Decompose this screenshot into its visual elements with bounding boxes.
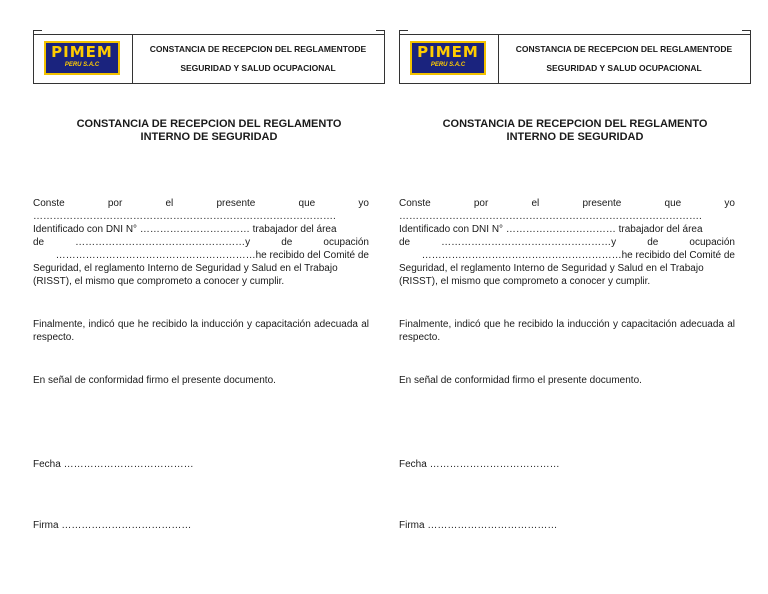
- header-title: [132, 35, 384, 83]
- pimem-logo: [410, 41, 486, 75]
- word: de: [399, 237, 411, 248]
- logo-main-text: PIMEM: [51, 43, 113, 61]
- header-title-line1: CONSTANCIA DE RECEPCION DEL REGLAMENTODE: [515, 44, 733, 54]
- area-blank: ……………………………………………y: [75, 237, 251, 248]
- word: el: [531, 198, 540, 209]
- dni-text: Identificado con DNI N° …………………………… trabajador del área: [33, 224, 337, 235]
- word: ocupación: [689, 237, 735, 248]
- commitment-line: (RISST), el mismo que comprometo a conocer y cumplir.: [399, 276, 651, 287]
- word: ocupación: [323, 237, 369, 248]
- logo-cell: [34, 35, 133, 83]
- conste-line1: [399, 197, 735, 210]
- paragraph-conste: [399, 197, 735, 288]
- document-title-line1: CONSTANCIA DE RECEPCION DEL REGLAMENTO: [76, 118, 342, 130]
- constancia-form-right: [399, 0, 751, 594]
- fecha-field: Fecha …………………………………: [33, 459, 194, 470]
- paragraph-conformidad: En señal de conformidad firmo el presente documento.: [33, 375, 276, 386]
- word: de: [647, 237, 659, 248]
- commitment-line: (RISST), el mismo que comprometo a conocer y cumplir.: [33, 276, 285, 287]
- logo-cell: [400, 35, 499, 83]
- conste-line1: [33, 197, 369, 210]
- word: presente: [216, 198, 256, 209]
- occupation-line: ……………………………………………………he recibido del Comité de: [55, 250, 369, 261]
- dni-line: [33, 223, 369, 236]
- dni-line: [399, 223, 735, 236]
- word: yo: [358, 198, 369, 209]
- logo-sub-text: PERU S.A.C: [64, 62, 100, 68]
- logo-main-text: PIMEM: [417, 43, 479, 61]
- constancia-form-left: [33, 0, 385, 594]
- word: de: [281, 237, 293, 248]
- word: por: [107, 198, 123, 209]
- word: de: [33, 237, 45, 248]
- paragraph-conformidad: En señal de conformidad firmo el presente documento.: [399, 375, 642, 386]
- document-title: [24, 118, 394, 144]
- document-title-line2: INTERNO DE SEGURIDAD: [140, 131, 278, 143]
- paragraph-conste: [33, 197, 369, 288]
- document-title-line2: INTERNO DE SEGURIDAD: [506, 131, 644, 143]
- header-title: [498, 35, 750, 83]
- area-blank: ……………………………………………y: [441, 237, 617, 248]
- firma-field: Firma …………………………………: [399, 520, 558, 531]
- word: Conste: [33, 198, 65, 209]
- word: el: [165, 198, 174, 209]
- word: que: [664, 198, 682, 209]
- area-line: [399, 236, 735, 249]
- regulation-line: Seguridad, el reglamento Interno de Seguridad y Salud en el Trabajo: [33, 263, 338, 274]
- form-header: [399, 34, 751, 84]
- fecha-field: Fecha …………………………………: [399, 459, 560, 470]
- document-title: [390, 118, 760, 144]
- word: Conste: [399, 198, 431, 209]
- firma-field: Firma …………………………………: [33, 520, 192, 531]
- area-line: [33, 236, 369, 249]
- form-header: [33, 34, 385, 84]
- logo-sub-text: PERU S.A.C: [430, 62, 466, 68]
- dni-text: Identificado con DNI N° …………………………… trabajador del área: [399, 224, 703, 235]
- name-blank-line: ……………………………………………………………………………….: [33, 211, 336, 222]
- word: por: [473, 198, 489, 209]
- header-title-line1: CONSTANCIA DE RECEPCION DEL REGLAMENTODE: [149, 44, 367, 54]
- word: yo: [724, 198, 735, 209]
- pimem-logo: [44, 41, 120, 75]
- word: presente: [582, 198, 622, 209]
- paragraph-induccion: Finalmente, indicó que he recibido la inducción y capacitación adecuada al respecto.: [33, 319, 369, 343]
- header-title-line2: SEGURIDAD Y SALUD OCUPACIONAL: [180, 63, 336, 73]
- occupation-line: ……………………………………………………he recibido del Comité de: [421, 250, 735, 261]
- document-title-line1: CONSTANCIA DE RECEPCION DEL REGLAMENTO: [442, 118, 708, 130]
- paragraph-induccion: Finalmente, indicó que he recibido la inducción y capacitación adecuada al respecto.: [399, 319, 735, 343]
- word: que: [298, 198, 316, 209]
- regulation-line: Seguridad, el reglamento Interno de Seguridad y Salud en el Trabajo: [399, 263, 704, 274]
- name-blank-line: ……………………………………………………………………………….: [399, 211, 702, 222]
- header-title-line2: SEGURIDAD Y SALUD OCUPACIONAL: [546, 63, 702, 73]
